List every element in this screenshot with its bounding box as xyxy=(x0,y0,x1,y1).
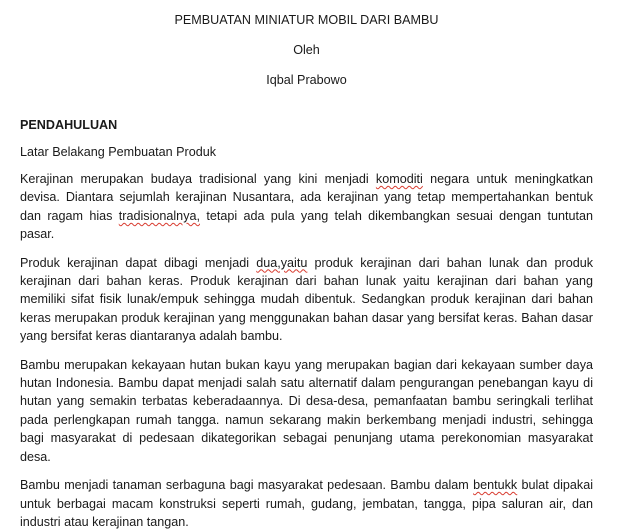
paragraph-1-text-a: Kerajinan merupakan budaya tradisional yang kini menjadi xyxy=(20,172,376,186)
paragraph-4-text-a: Bambu menjadi tanaman serbaguna bagi masyarakat pedesaan. Bambu dalam xyxy=(20,478,474,493)
paragraph-2-text-c: produk kerajinan dari bahan lunak dan produk kerajinan dari bahan keras. Produk kerajinan dari bahan lunak yaitu kerajinan dari bahan yang memiliki sifat fisik lunak/empuk sehingga mudah dibentuk. Sedangkan produk kerajinan dari bahan keras merupakan produk kerajinan yang menggunakan bahan dasar yang bersifat keras. Bahan dasar yang bersifat keras diantaranya adalah bambu. xyxy=(20,255,593,344)
paragraph-2 xyxy=(20,254,593,346)
author-name: Iqbal Prabowo xyxy=(266,73,347,87)
paragraph-1-text-c: negara untuk meningkatkan devisa. Diantara sejumlah kerajinan Nusantara, ada kerajinan yang tetap mempertahankan bentuk dan ragam hias xyxy=(20,172,593,223)
paragraph-2-text-a: Produk kerajinan dapat dibagi menjadi xyxy=(20,255,257,270)
section-heading: PENDAHULUAN xyxy=(20,118,118,132)
spelling-error-tradisionalnya[interactable]: tradisionalnya, xyxy=(118,208,200,223)
paragraph-3: Bambu merupakan kekayaan hutan bukan kayu yang merupakan bagian dari kekayaan sumber daya hutan Indonesia. Bambu dapat menjadi salah satu alternatif dalam pengurangan penebangan kayu di hutan yang semakin terbatas keberadaannya. Di desa-desa, pemanfaatan bambu seringkali terlihat pada perlengkapan rumah tangga. namun sekarang makin berkembang menjadi industri, sehingga bagi masyarakat di pedesaan dikategorikan sebagai penunjang utama perekonomian masyarakat desa. xyxy=(20,357,593,464)
paragraph-1-text-e: tetapi ada pula yang telah dikembangkan sesuai dengan tuntutan pasar. xyxy=(20,208,593,242)
spelling-error-dua-yaitu[interactable]: dua,yaitu xyxy=(256,255,308,270)
subheading: Latar Belakang Pembuatan Produk xyxy=(20,145,217,159)
paragraph-4-text-c: bulat dipakai untuk berbagai macam konstruksi seperti rumah, gudang, jembatan, tangga, pipa saluran air, dan industri atau kerajinan tangan. xyxy=(20,478,594,529)
document-title: PEMBUATAN MINIATUR MOBIL DARI BAMBU xyxy=(174,13,439,27)
paragraph-4 xyxy=(20,476,593,531)
spelling-error-bentukk[interactable]: bentukk xyxy=(473,478,518,493)
paragraph-1 xyxy=(20,170,593,244)
author-by-label: Oleh xyxy=(293,43,320,57)
spelling-error-komoditi[interactable]: komoditi xyxy=(375,172,423,186)
